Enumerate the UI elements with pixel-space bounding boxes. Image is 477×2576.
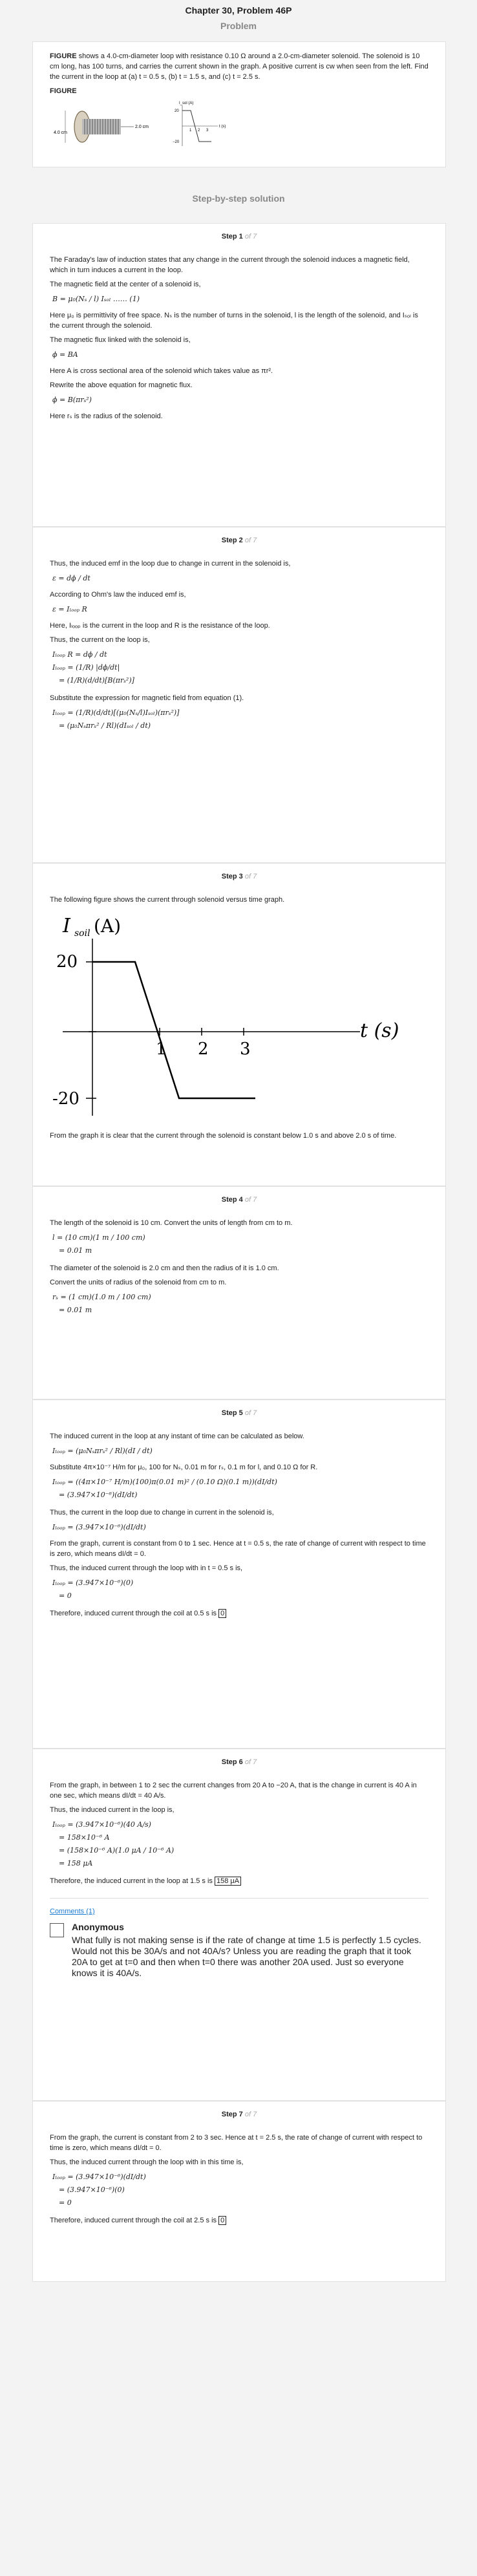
equation [52,2171,429,2210]
equation-line: = 0.01 m [59,1306,92,1314]
equation: ϕ = B(πrₛ²) [52,396,92,404]
equation-line: Iₗₒₒₚ = (3.947×10⁻⁶)(0) [52,1579,134,1587]
figure-label: FIGURE [50,87,77,95]
step-5-answer: Therefore, induced current through the coil at 0.5 s is 0 [50,1608,429,1619]
svg-text:I_sol (A): I_sol (A) [179,101,194,105]
graph-current-line [92,962,255,1098]
step-7-header: Step 7 of 7 [221,2111,257,2118]
equation: ϕ = BA [52,350,78,359]
loop-length-label: 2.0 cm [135,125,149,129]
step-2-card [32,527,446,863]
step-1-text: Here μ₀ is permittivity of free space. Nₛ is the number of turns in the solenoid, l is the length of the solenoid, and Iₛₒₗ is the current through the solenoid. [50,312,418,330]
step-1-text: Rewrite the above equation for magnetic flux. [50,381,193,389]
equation: Iₗₒₒₚ = (3.947×10⁻⁶)(dI/dt) [52,1523,146,1531]
comment-author: Anonymous [72,1922,124,1932]
step-1-header: Step 1 of 7 [221,233,257,240]
problem-text: FIGURE shows a 4.0-cm-diameter loop with resistance 0.10 Ω around a 2.0-cm-diameter solenoid. The solenoid is 10 cm long, has 100 turns, and carries the current shown in the graph. A positive current is cw when seen from the left. Find the current in the loop at (a) t = 0.5 s, (b) t = 1.5 s, and (c) t = 2.5 s. [50,52,429,81]
step-7-text: From the graph, the current is constant from 2 to 3 sec. Hence at t = 2.5 s, the rate of change of current with respect to time is zero, which means dI/dt = 0. [50,2134,423,2152]
step-3-text: From the graph it is clear that the current through the solenoid is constant below 1.0 s and above 2.0 s of time. [50,1132,397,1140]
step-2-header: Step 2 of 7 [221,537,257,544]
problem-heading: Problem [220,21,257,31]
equation-line: = (3.947×10⁻⁶)(dI/dt) [59,1491,138,1499]
equation-line: Iₗₒₒₚ = ((4π×10⁻⁷ H/m)(100)π(0.01 m)² / (0.10 Ω)(0.1 m))(dI/dt) [52,1478,277,1486]
step-4-text: Convert the units of radius of the solenoid from cm to m. [50,1279,227,1286]
equation-line: = (3.947×10⁻⁶)(0) [59,2186,125,2194]
equation [52,1476,429,1502]
equation [52,1232,429,1258]
step-4-text: The length of the solenoid is 10 cm. Convert the units of length from cm to m. [50,1219,293,1227]
mini-graph [173,101,226,146]
graph-y-unit: (A) [94,915,122,937]
step-1-text: The magnetic field at the center of a solenoid is, [50,281,201,288]
equation-line: = (158×10⁻⁶ A)(1.0 μA / 10⁻⁶ A) [59,1846,175,1855]
step-2-text: Thus, the induced emf in the loop due to change in current in the solenoid is, [50,560,291,568]
equation-line: Iₗₒₒₚ = (1/R) |dϕ/dt| [52,663,120,672]
step-1-text: The Faraday's law of induction states that any change in the current through the solenoid induces a magnetic field, which in turn induces a current in the loop. [50,256,410,274]
step-2-text: Here, Iₗₒₒₚ is the current in the loop and R is the resistance of the loop. [50,622,270,630]
step-5-text: From the graph, current is constant from 0 to 1 sec. Hence at t = 0.5 s, the rate of change of current with respect to time is zero, which means dI/dt = 0. [50,1540,426,1558]
current-graph [50,909,429,1124]
step-7-text: Thus, the induced current through the loop with in this time is, [50,2158,244,2166]
equation: Iₗₒₒₚ = (μ₀Nₛπrₛ² / Rl)(dI / dt) [52,1447,153,1455]
graph-x-label: t (s) [360,1019,399,1042]
equation-line: = (1/R)(d/dt)[B(πrₛ²)] [59,676,134,685]
svg-text:1: 1 [189,129,192,133]
step-2-text: Thus, the current on the loop is, [50,636,150,644]
step-5-text: Thus, the current in the loop due to change in current in the solenoid is, [50,1509,274,1517]
equation-line: l = (10 cm)(1 m / 100 cm) [52,1233,145,1242]
step-6-header: Step 6 of 7 [221,1758,257,1766]
equation-line: Iₗₒₒₚ = (1/R)(d/dt)[(μ₀(Nₛ/l)Iₛₒₗ)(πrₛ²)] [52,708,180,717]
svg-text:3: 3 [206,129,209,133]
step-3-header: Step 3 of 7 [221,873,257,880]
step-4-card [32,1186,446,1400]
svg-text:20: 20 [175,109,179,113]
page-title: Chapter 30, Problem 46P [185,5,292,16]
answer-box: 158 μA [215,1877,241,1886]
solution-heading: Step-by-step solution [192,193,285,204]
svg-text:t (s): t (s) [219,125,226,129]
step-3-card [32,863,446,1186]
loop-diameter-label: 4.0 cm [54,131,68,135]
avatar [50,1923,64,1937]
graph-x-tick-2: 2 [198,1039,209,1059]
step-5-header: Step 5 of 7 [221,1409,257,1417]
equation-line: = 158 μA [59,1859,93,1868]
step-7-card [32,2101,446,2282]
step-3-text: The following figure shows the current through solenoid versus time graph. [50,896,285,904]
equation-line: Iₗₒₒₚ = (3.947×10⁻⁶)(40 A/s) [52,1820,151,1829]
answer-box: 0 [218,2216,226,2225]
equation-line: Iₗₒₒₚ = (3.947×10⁻⁶)(dI/dt) [52,2173,146,2181]
comment-text: What fully is not making sense is if the rate of change at time 1.5 is perfectly 1.5 cycles. Would not this be 30A/s and not 40A/s? Unless you are reading the graph that it took 20A to get at t=0 and then when t=0 there was another 20A used. Just so everyone knows it is 40A/s. [72,1935,421,1978]
step-1-text: The magnetic flux linked with the solenoid is, [50,336,191,344]
graph-y-label: I [63,915,70,937]
step-6-answer: Therefore, the induced current in the loop at 1.5 s is 158 μA [50,1876,429,1886]
step-1-text: Here A is cross sectional area of the solenoid which takes value as πr². [50,367,273,375]
equation-line: = 0 [59,1591,72,1600]
step-6-text: From the graph, in between 1 to 2 sec the current changes from 20 A to −20 A, that is the change in current is 40 A in one sec, which means dI/dt = 40 A/s. [50,1782,417,1800]
comment [50,1922,429,1979]
equation-line: Iₗₒₒₚ R = dϕ / dt [52,650,107,659]
step-6-text: Thus, the induced current in the loop is, [50,1806,175,1814]
answer-box: 0 [218,1609,226,1618]
solenoid-drawing [74,111,134,142]
step-4-header: Step 4 of 7 [221,1196,257,1204]
step-5-text: Thus, the induced current through the loop with in t = 0.5 s is, [50,1564,243,1572]
comments-link[interactable]: Comments (1) [50,1908,95,1915]
equation: ε = dϕ / dt [52,574,90,582]
step-1-text: Here rₛ is the radius of the solenoid. [50,412,163,420]
step-1-card [32,223,446,527]
equation [52,649,429,688]
equation [52,707,429,733]
graph-x-tick-1: 1 [156,1039,167,1059]
equation [52,1292,429,1317]
equation: ε = Iₗₒₒₚ R [52,605,87,613]
step-2-text: Substitute the expression for magnetic field from equation (1). [50,694,244,702]
problem-figure [50,98,244,149]
step-7-answer: Therefore, induced current through the coil at 2.5 s is 0 [50,2215,429,2226]
equation-line: = 0 [59,2198,72,2207]
step-5-card [32,1400,446,1749]
equation [52,1577,429,1603]
equation-line: rₛ = (1 cm)(1.0 m / 100 cm) [52,1293,151,1301]
svg-text:2: 2 [198,129,200,133]
equation-line: = (μ₀Nₛπrₛ² / Rl)(dIₛₒₗ / dt) [59,721,151,730]
equation-line: = 158×10⁻⁶ A [59,1833,110,1842]
step-4-text: The diameter of the solenoid is 2.0 cm and then the radius of it is 1.0 cm. [50,1264,279,1272]
equation: B = μ₀(Nₛ / l) Iₛₒₗ …… (1) [52,295,140,303]
graph-x-tick-3: 3 [240,1039,251,1059]
step-2-text: According to Ohm's law the induced emf is, [50,591,186,599]
equation-line: = 0.01 m [59,1246,92,1255]
graph-y-sub: soil [74,928,90,939]
equation [52,1819,429,1871]
step-6-card [32,1749,446,2101]
graph-y-bot: -20 [52,1089,80,1109]
problem-card [32,41,446,167]
step-5-text: Substitute 4π×10⁻⁷ H/m for μ₀, 100 for Nₛ, 0.01 m for rₛ, 0.1 m for l, and 0.10 Ω for R. [50,1464,318,1471]
graph-y-top: 20 [56,952,78,972]
step-5-text: The induced current in the loop at any instant of time can be calculated as below. [50,1432,304,1440]
svg-text:−20: −20 [173,140,180,144]
